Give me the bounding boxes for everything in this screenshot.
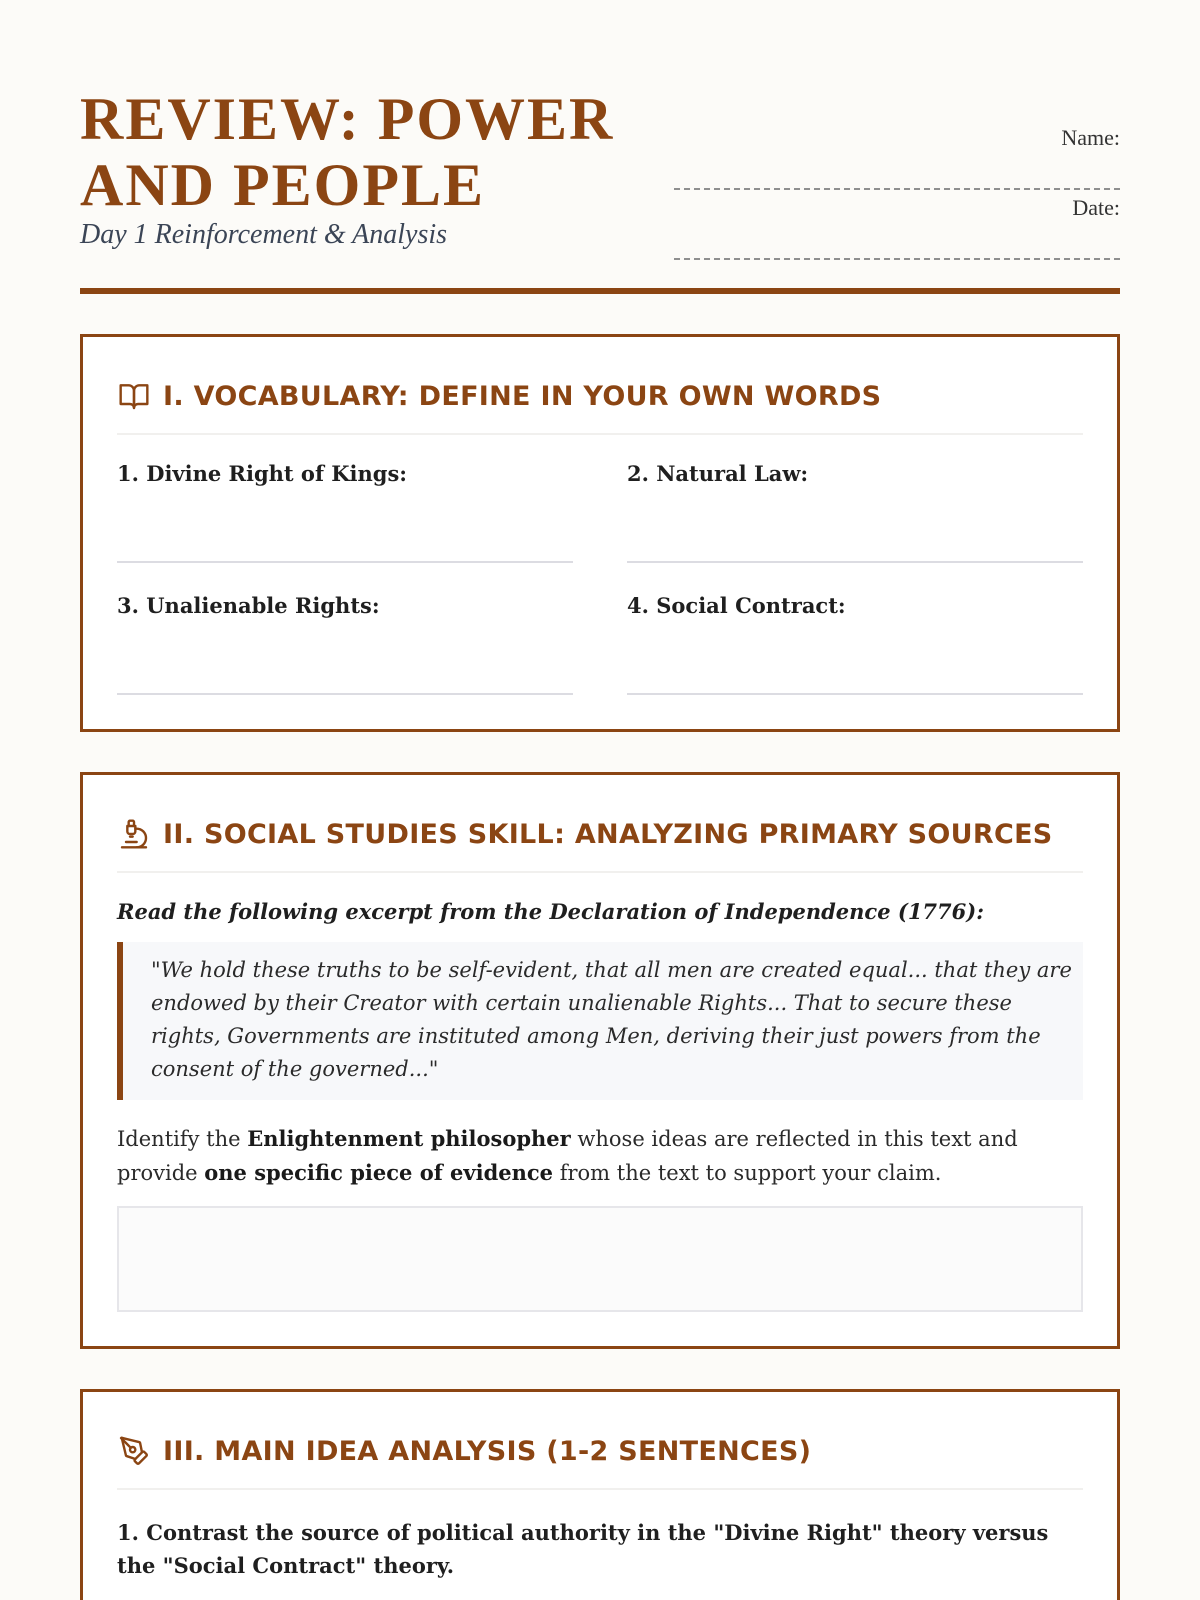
main-idea-section <box>80 1389 1120 1600</box>
answer-line[interactable] <box>627 491 1083 563</box>
prompt-emphasis: one specific piece of evidence <box>204 1160 554 1185</box>
section-title: I. VOCABULARY: DEFINE IN YOUR OWN WORDS <box>163 380 882 412</box>
vocab-item <box>117 461 573 563</box>
date-label: Date: <box>1072 195 1120 220</box>
vocabulary-grid <box>117 461 1083 695</box>
prompt-emphasis: Enlightenment philosopher <box>247 1126 571 1151</box>
answer-line[interactable] <box>117 491 573 563</box>
primary-source-section <box>80 772 1120 1349</box>
answer-line[interactable] <box>117 623 573 695</box>
vocabulary-section <box>80 334 1120 732</box>
page-subtitle: Day 1 Reinforcement & Analysis <box>80 219 448 250</box>
section-title: II. SOCIAL STUDIES SKILL: ANALYZING PRIMARY SOURCES <box>163 818 1053 850</box>
answer-box[interactable] <box>117 1206 1083 1312</box>
section-heading <box>117 373 1083 435</box>
instruction-text: Read the following excerpt from the Declaration of Independence (1776): <box>117 899 984 924</box>
section-title: III. MAIN IDEA ANALYSIS (1-2 SENTENCES) <box>163 1435 812 1467</box>
question-prompt <box>117 1122 1083 1190</box>
prompt-text: Identify the <box>117 1127 248 1151</box>
microscope-icon <box>117 817 151 851</box>
book-open-icon <box>117 379 151 413</box>
answer-line[interactable] <box>627 623 1083 695</box>
vocab-term: 3. Unalienable Rights: <box>117 593 380 618</box>
date-field[interactable] <box>674 222 1120 260</box>
source-excerpt: "We hold these truths to be self-evident, that all men are created equal... that they are endowed by their Creator with certain unalienable Rights... That to secure these rights, Governments are instituted among Men, deriving their just powers from the consent of the governed..." <box>117 942 1083 1100</box>
vocab-item <box>627 593 1083 695</box>
section-heading <box>117 1428 1083 1490</box>
vocab-term: 4. Social Contract: <box>627 593 846 618</box>
vocab-item <box>627 461 1083 563</box>
name-label: Name: <box>1061 125 1120 150</box>
vocab-term: 1. Divine Right of Kings: <box>117 461 408 486</box>
vocab-item <box>117 593 573 695</box>
worksheet-header <box>80 0 1120 294</box>
vocab-term: 2. Natural Law: <box>627 461 809 486</box>
section-heading <box>117 811 1083 873</box>
prompt-text: from the text to support your claim. <box>553 1161 942 1185</box>
student-info <box>674 124 1120 260</box>
page-title: REVIEW: POWER AND PEOPLE <box>80 86 615 218</box>
pen-nib-icon <box>117 1434 151 1468</box>
analysis-question: 1. Contrast the source of political authority in the "Divine Right" theory versus the "Social Contract" theory. <box>117 1520 1049 1578</box>
name-field[interactable] <box>674 152 1120 190</box>
prompt-text: whose ideas are reflected in this text and provide <box>117 1127 1018 1185</box>
